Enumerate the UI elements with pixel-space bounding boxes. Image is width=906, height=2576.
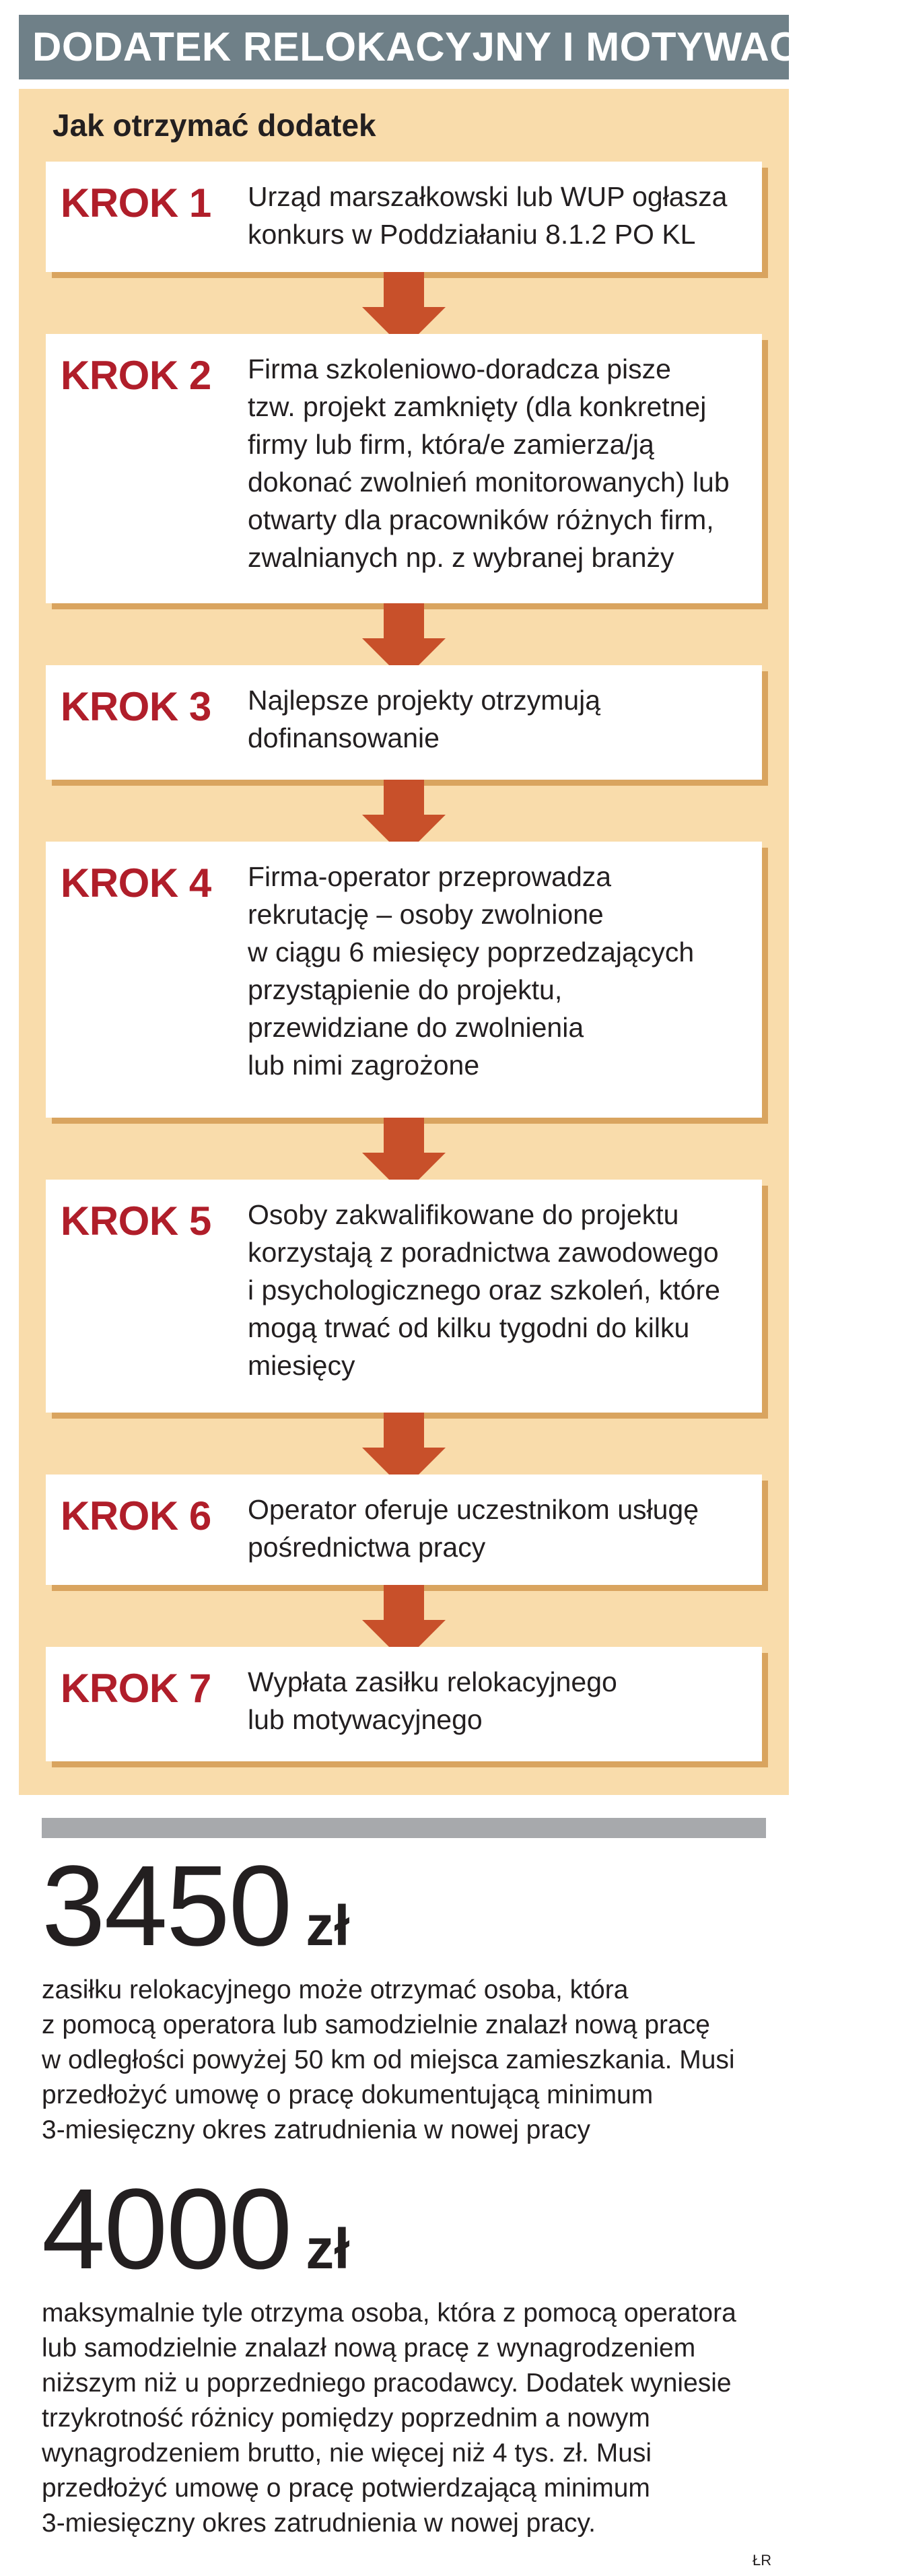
step-text-line: mogą trwać od kilku tygodni do kilku (248, 1312, 690, 1343)
step-text-line: w ciągu 6 miesięcy poprzedzających (248, 937, 695, 968)
step-2-text (248, 350, 754, 576)
amount-relocation-unit: zł (306, 1894, 350, 1957)
amount-motivation-value: 4000 (42, 2165, 291, 2293)
amount-motivation-description (42, 2296, 782, 2541)
step-6-text (248, 1491, 754, 1566)
description-line: wynagrodzeniem brutto, nie więcej niż 4 tys. zł. Musi (42, 2439, 652, 2468)
step-5-text (248, 1196, 754, 1384)
step-5-label: KROK 5 (61, 1198, 211, 1244)
step-text-line: i psychologicznego oraz szkoleń, które (248, 1275, 720, 1306)
step-3-box (46, 665, 762, 780)
amount-relocation (42, 1842, 350, 1983)
description-line: 3-miesięczny okres zatrudnienia w nowej pracy. (42, 2509, 596, 2538)
step-4-text (248, 858, 754, 1084)
step-7-box (46, 1647, 762, 1761)
step-4-label: KROK 4 (61, 860, 211, 906)
step-text-line: Najlepsze projekty otrzymują (248, 685, 601, 716)
description-line: przedłożyć umowę o pracę potwierdzającą minimum (42, 2474, 650, 2503)
step-2-box (46, 334, 762, 603)
step-text-line: firmy lub firm, która/e zamierza/ją (248, 429, 654, 460)
step-text-line: Operator oferuje uczestnikom usługę (248, 1494, 699, 1525)
step-text-line: przewidziane do zwolnienia (248, 1012, 584, 1043)
description-line: 3-miesięczny okres zatrudnienia w nowej pracy (42, 2115, 591, 2144)
step-text-line: Osoby zakwalifikowane do projektu (248, 1199, 679, 1230)
description-line: z pomocą operatora lub samodzielnie znalazł nową pracę (42, 2010, 710, 2039)
description-line: trzykrotność różnicy pomiędzy poprzednim a nowym (42, 2404, 650, 2433)
amount-motivation-unit: zł (306, 2217, 350, 2280)
step-text-line: Firma-operator przeprowadza (248, 861, 612, 892)
step-text-line: przystąpienie do projektu, (248, 974, 563, 1005)
description-line: niższym niż u poprzedniego pracodawcy. Dodatek wyniesie (42, 2369, 732, 2398)
step-2-label: KROK 2 (61, 353, 211, 398)
description-line: lub samodzielnie znalazł nową pracę z wynagrodzeniem (42, 2334, 696, 2363)
step-1-box (46, 162, 762, 272)
step-text-line: otwarty dla pracowników różnych firm, (248, 504, 714, 535)
description-line: zasiłku relokacyjnego może otrzymać osoba, która (42, 1975, 629, 2004)
step-4-box (46, 842, 762, 1118)
step-6-label: KROK 6 (61, 1493, 211, 1538)
step-text-line: lub nimi zagrożone (248, 1050, 480, 1081)
step-1-text (248, 178, 754, 253)
step-3-text (248, 681, 754, 757)
step-6-box (46, 1475, 762, 1585)
section-divider (42, 1818, 766, 1838)
step-text-line: zwalnianych np. z wybranej branży (248, 542, 674, 573)
step-text-line: tzw. projekt zamknięty (dla konkretnej (248, 391, 707, 422)
step-text-line: miesięcy (248, 1350, 355, 1381)
amount-motivation (42, 2165, 350, 2306)
step-text-line: korzystają z poradnictwa zawodowego (248, 1237, 719, 1268)
step-text-line: lub motywacyjnego (248, 1704, 483, 1735)
step-1-label: KROK 1 (61, 180, 211, 226)
description-line: przedłożyć umowę o pracę dokumentującą minimum (42, 2080, 654, 2109)
step-text-line: Firma szkoleniowo-doradcza pisze (248, 353, 671, 384)
description-line: maksymalnie tyle otrzyma osoba, która z pomocą operatora (42, 2299, 736, 2328)
step-text-line: Urząd marszałkowski lub WUP ogłasza (248, 181, 728, 212)
amount-relocation-description (42, 1973, 782, 2148)
description-line: w odległości powyżej 50 km od miejsca zamieszkania. Musi (42, 2045, 735, 2074)
step-5-box (46, 1180, 762, 1413)
step-text-line: dokonać zwolnień monitorowanych) lub (248, 467, 730, 498)
step-text-line: Wypłata zasiłku relokacyjnego (248, 1666, 617, 1697)
step-7-label: KROK 7 (61, 1666, 211, 1711)
step-text-line: dofinansowanie (248, 722, 440, 753)
author-credit: ŁR (753, 2552, 772, 2569)
infographic-title: DODATEK RELOKACYJNY I MOTYWACYJNY (19, 15, 789, 79)
step-7-text (248, 1663, 754, 1738)
step-3-label: KROK 3 (61, 684, 211, 729)
subtitle: Jak otrzymać dodatek (53, 108, 376, 143)
step-text-line: pośrednictwa pracy (248, 1532, 486, 1563)
step-text-line: rekrutację – osoby zwolnione (248, 899, 604, 930)
amount-relocation-value: 3450 (42, 1842, 291, 1970)
step-text-line: konkurs w Poddziałaniu 8.1.2 PO KL (248, 219, 696, 250)
